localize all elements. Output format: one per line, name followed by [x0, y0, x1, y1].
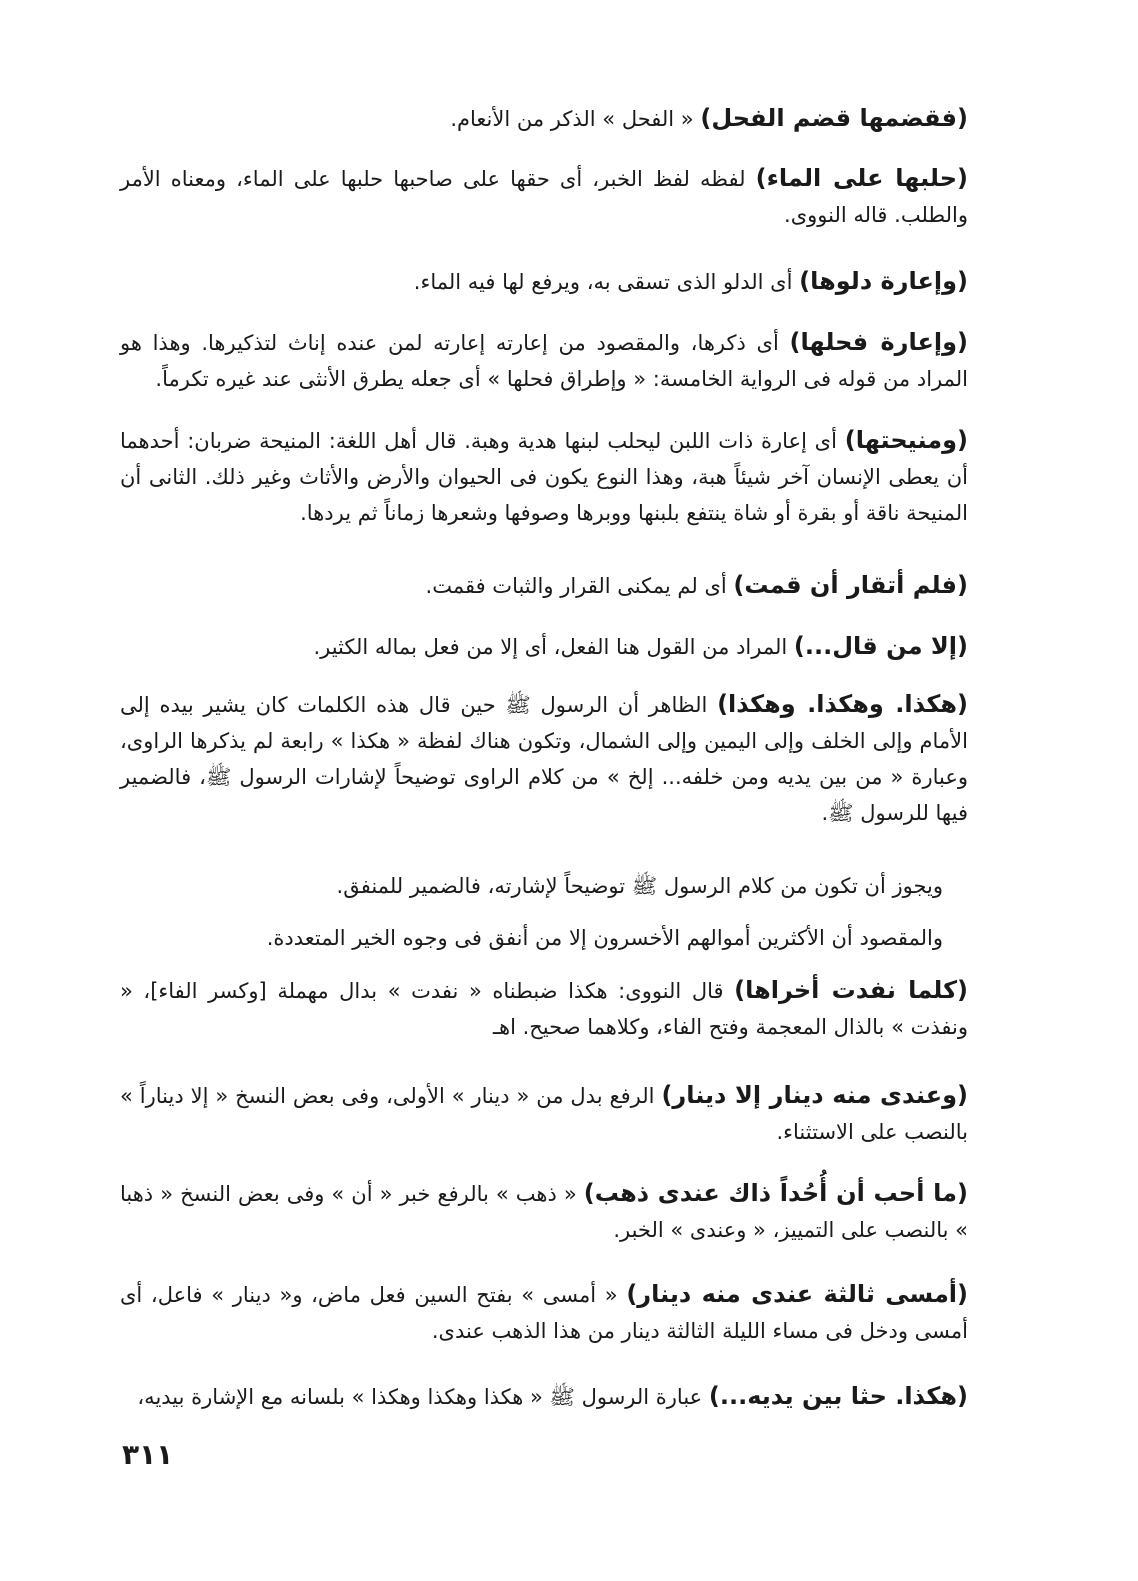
paragraph	[120, 686, 968, 831]
paragraph	[120, 868, 943, 904]
explanation: « أمسى » بفتح السين فعل ماض، و« دينار » فاعل، أى أمسى ودخل فى مساء الليلة الثالثة دينار من هذا الذهب عندى.	[120, 1283, 968, 1343]
page-number: ٣١١	[122, 1438, 174, 1471]
paragraph	[120, 1175, 968, 1248]
term: (وعندى منه دينار إلا دينار)	[661, 1081, 968, 1109]
paragraph	[120, 263, 968, 300]
paragraph	[120, 972, 968, 1045]
explanation: أى ذكرها، والمقصود من إعارته إعارته لمن عنده إناث لتذكيرها. وهذا هو المراد من قوله فى الرواية الخامسة: « وإطراق فحلها » أى جعله يطرق الأنثى عند غيره تكرماً.	[120, 331, 968, 391]
term: (أمسى ثالثة عندى منه دينار)	[626, 1280, 968, 1308]
explanation: « ذهب » بالرفع خبر « أن » وفى بعض النسخ « ذهبا » بالنصب على التمييز، « وعندى » الخبر.	[120, 1182, 968, 1242]
explanation: لفظه لفظ الخبر، أى حقها على صاحبها حلبها على الماء، ومعناه الأمر والطلب. قاله النووى.	[120, 167, 968, 227]
explanation: والمقصود أن الأكثرين أموالهم الأخسرون إلا من أنفق فى وجوه الخير المتعددة.	[266, 926, 943, 950]
term: (كلما نفدت أخراها)	[734, 976, 969, 1004]
paragraph	[120, 567, 968, 604]
paragraph	[120, 422, 968, 531]
term: (فقضمها قضم الفحل)	[700, 104, 968, 132]
paragraph	[120, 1077, 968, 1150]
explanation: أى الدلو الذى تسقى به، ويرفع لها فيه الماء.	[413, 270, 800, 294]
explanation: الظاهر أن الرسول ﷺ حين قال هذه الكلمات كان يشير بيده إلى الأمام وإلى الخلف وإلى اليمين وإلى الشمال، وتكون هناك لفظة « هكذا » رابعة لم يذكرها الراوى، وعبارة « من بين يديه ومن خلفه... إلخ » من كلام الراوى توضيحاً لإشارات الرسول ﷺ، فالضمير فيها للرسول ﷺ.	[120, 693, 968, 825]
explanation: أى لم يمكنى القرار والثبات فقمت.	[425, 574, 734, 598]
term: (وإعارة فحلها)	[789, 328, 968, 356]
term: (هكذا. حثا بين يديه...)	[708, 1382, 968, 1410]
explanation: أى إعارة ذات اللبن ليحلب لبنها هدية وهبة. قال أهل اللغة: المنيحة ضربان: أحدهما أن يعطى الإنسان آخر شيئاً هبة، وهذا النوع يكون فى الحيوان والأرض والأثاث وغير ذلك. الثانى أن المنيحة ناقة أو بقرة أو شاة ينتفع بلبنها ووبرها وصوفها وشعرها زماناً ثم يردها.	[120, 429, 968, 525]
paragraph	[120, 160, 968, 233]
term: (إلا من قال...)	[793, 632, 968, 660]
paragraph	[120, 100, 968, 137]
paragraph	[120, 1378, 968, 1415]
paragraph	[120, 628, 968, 665]
explanation: « الفحل » الذكر من الأنعام.	[450, 107, 701, 131]
term: (فلم أتقار أن قمت)	[733, 571, 968, 599]
explanation: قال النووى: هكذا ضبطناه « نفدت » بدال مهملة [وكسر الفاء]، « ونفذت » بالذال المعجمة وفتح الفاء، وكلاهما صحيح. اهـ	[120, 979, 968, 1039]
term: (حلبها على الماء)	[755, 164, 968, 192]
explanation: ويجوز أن تكون من كلام الرسول ﷺ توضيحاً لإشارته، فالضمير للمنفق.	[336, 874, 943, 898]
explanation: عبارة الرسول ﷺ « هكذا وهكذا وهكذا » بلسانه مع الإشارة بيديه،	[137, 1385, 709, 1409]
term: (وإعارة دلوها)	[799, 267, 968, 295]
paragraph	[120, 1276, 968, 1349]
explanation: المراد من القول هنا الفعل، أى إلا من فعل بماله الكثير.	[313, 635, 794, 659]
paragraph	[120, 920, 943, 956]
term: (ما أحب أن أُحُداً ذاك عندى ذهب)	[583, 1179, 969, 1207]
term: (ومنيحتها)	[844, 426, 968, 454]
term: (هكذا. وهكذا. وهكذا)	[717, 690, 968, 718]
paragraph	[120, 324, 968, 397]
explanation: الرفع بدل من « دينار » الأولى، وفى بعض النسخ « إلا ديناراً » بالنصب على الاستثناء.	[120, 1084, 968, 1144]
